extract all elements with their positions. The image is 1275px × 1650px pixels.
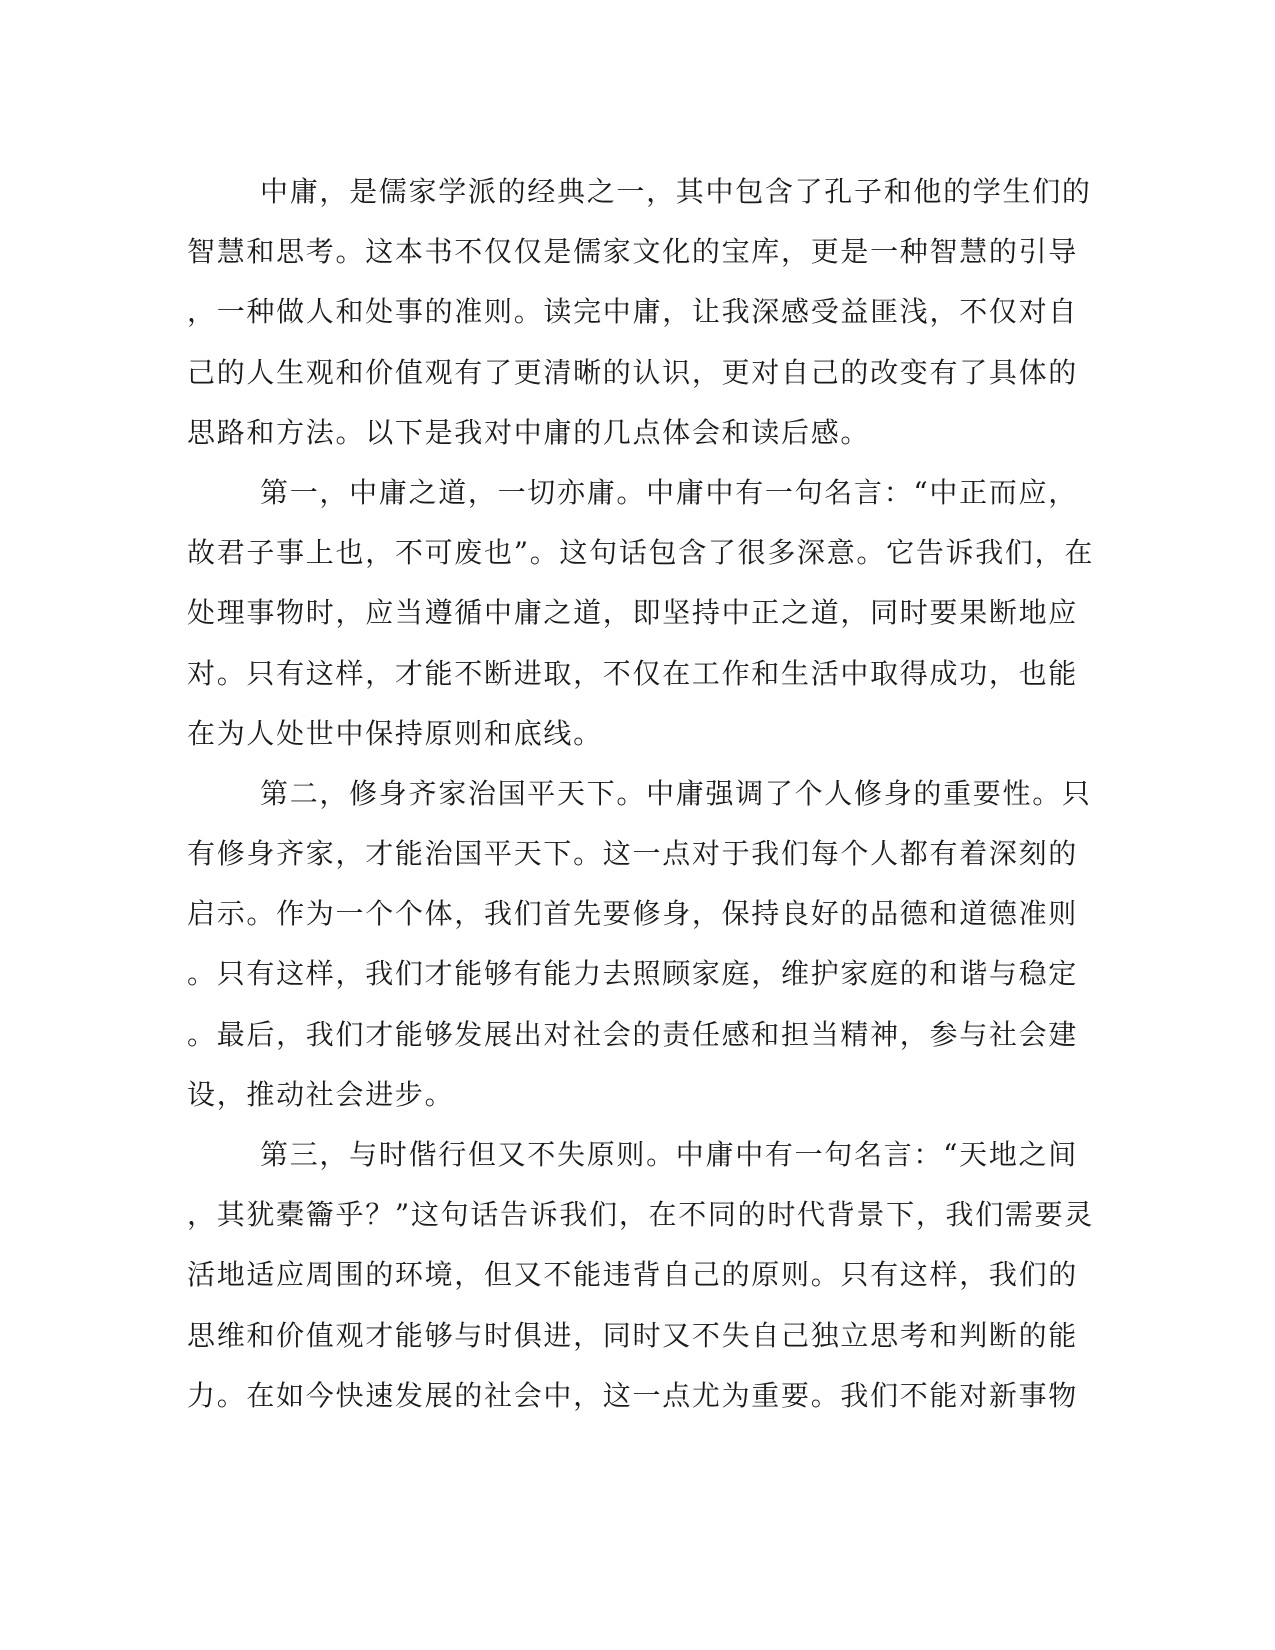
paragraph-4-line-3: 活地适应周围的环境，但又不能违背自己的原则。只有这样，我们的 (187, 1258, 1079, 1292)
paragraph-2-line-5: 在为人处世中保持原则和底线。 (187, 716, 603, 750)
paragraph-1-line-3: ，一种做人和处事的准则。读完中庸，让我深感受益匪浅，不仅对自 (187, 295, 1079, 329)
paragraph-4-line-1: 第三，与时偕行但又不失原则。中庸中有一句名言：“天地之间 (260, 1138, 1078, 1171)
document-body (187, 162, 1095, 1426)
paragraph-4-line-4: 思维和价值观才能够与时俱进，同时又不失自己独立思考和判断的能 (187, 1318, 1079, 1352)
paragraph-4-line-2: ，其犹橐籥乎？”这句话告诉我们，在不同的时代背景下，我们需要灵 (187, 1198, 1095, 1232)
paragraph-1-line-4: 己的人生观和价值观有了更清晰的认识，更对自己的改变有了具体的 (187, 355, 1079, 389)
paragraph-3-line-6: 设，推动社会进步。 (187, 1077, 455, 1111)
paragraph-3-line-4: 。只有这样，我们才能够有能力去照顾家庭，维护家庭的和谐与稳定 (187, 957, 1079, 991)
paragraph-1-line-2: 智慧和思考。这本书不仅仅是儒家文化的宝库，更是一种智慧的引导 (187, 235, 1079, 269)
paragraph-3-line-3: 启示。作为一个个体，我们首先要修身，保持良好的品德和道德准则 (187, 897, 1079, 931)
paragraph-3-line-5: 。最后，我们才能够发展出对社会的责任感和担当精神，参与社会建 (187, 1017, 1079, 1051)
paragraph-1-line-1: 中庸，是儒家学派的经典之一，其中包含了孔子和他的学生们的 (260, 175, 1092, 208)
paragraph-2-line-1: 第一，中庸之道，一切亦庸。中庸中有一句名言：“中正而应， (260, 475, 1078, 509)
paragraph-2-line-4: 对。只有这样，才能不断进取，不仅在工作和生活中取得成功，也能 (187, 656, 1079, 690)
paragraph-4-line-5: 力。在如今快速发展的社会中，这一点尤为重要。我们不能对新事物 (187, 1378, 1079, 1412)
paragraph-2-line-2: 故君子事上也，不可废也”。这句话包含了很多深意。它告诉我们，在 (187, 536, 1095, 570)
paragraph-2-line-3: 处理事物时，应当遵循中庸之道，即坚持中正之道，同时要果断地应 (187, 596, 1079, 630)
paragraph-3-line-1: 第二，修身齐家治国平天下。中庸强调了个人修身的重要性。只 (260, 776, 1092, 810)
paragraph-1-line-5: 思路和方法。以下是我对中庸的几点体会和读后感。 (187, 415, 871, 449)
paragraph-3-line-2: 有修身齐家，才能治国平天下。这一点对于我们每个人都有着深刻的 (187, 837, 1079, 871)
